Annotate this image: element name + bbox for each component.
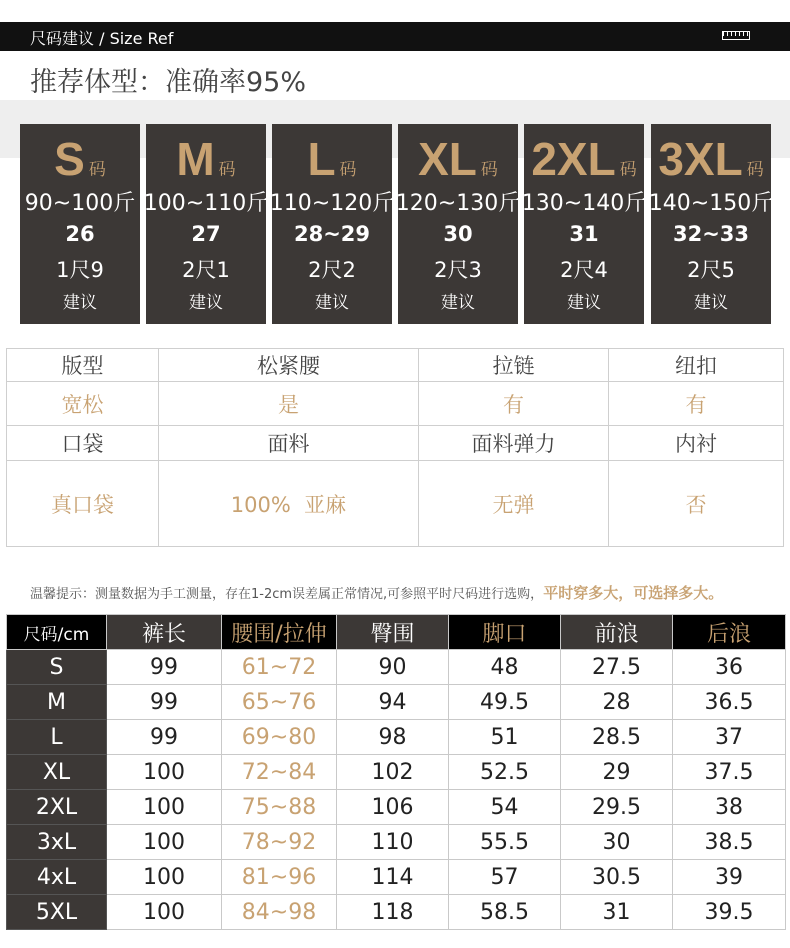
cell-size: M xyxy=(7,685,107,720)
cell-back-rise: 37 xyxy=(673,720,786,755)
size-card-xl xyxy=(395,124,521,324)
size-card-l xyxy=(269,124,395,324)
cell-front-rise: 27.5 xyxy=(561,650,673,685)
card-size-label: L xyxy=(307,133,336,185)
page-title: 推荐体型：准确率95% xyxy=(30,67,307,98)
size-card-3xl xyxy=(648,124,774,324)
cell-length: 100 xyxy=(107,825,222,860)
table-row xyxy=(7,685,786,720)
info-label-button: 纽扣 xyxy=(609,349,784,382)
cell-hip: 110 xyxy=(337,825,449,860)
cell-length: 99 xyxy=(107,650,222,685)
header-length: 裤长 xyxy=(107,615,222,650)
cell-length: 99 xyxy=(107,685,222,720)
cell-size: 5XL xyxy=(7,895,107,930)
card-size-label: S xyxy=(54,133,85,185)
info-value-fit: 宽松 xyxy=(7,382,159,426)
header-waist: 腰围/拉伸 xyxy=(222,615,337,650)
cell-leg-opening: 52.5 xyxy=(449,755,561,790)
cell-waist: 65~76 xyxy=(222,685,337,720)
cell-back-rise: 36 xyxy=(673,650,786,685)
size-chart-header-row xyxy=(7,615,786,650)
cell-back-rise: 38.5 xyxy=(673,825,786,860)
card-weight: 130~140斤 xyxy=(521,191,647,216)
header-front-rise: 前浪 xyxy=(561,615,673,650)
card-size-label: 3XL xyxy=(658,133,743,185)
card-waist: 28~29 xyxy=(293,222,371,246)
card-size-label: M xyxy=(176,133,215,185)
size-card-2xl xyxy=(521,124,647,324)
card-ma-label: 码 xyxy=(480,160,498,180)
tip-text: 温馨提示：测量数据为手工测量，存在1-2cm误差属正常情况,可参照平时尺码进行选购， xyxy=(30,587,544,602)
info-value-lining: 否 xyxy=(609,461,784,547)
cell-size: 2XL xyxy=(7,790,107,825)
cell-back-rise: 36.5 xyxy=(673,685,786,720)
cell-size: 3xL xyxy=(7,825,107,860)
info-label-lining: 内衬 xyxy=(609,426,784,461)
cell-waist: 75~88 xyxy=(222,790,337,825)
cell-waist: 72~84 xyxy=(222,755,337,790)
cell-hip: 114 xyxy=(337,860,449,895)
tip-highlight: 平时穿多大，可选择多大。 xyxy=(543,584,724,602)
size-card-s xyxy=(20,124,140,324)
cell-front-rise: 28.5 xyxy=(561,720,673,755)
header-hip: 臀围 xyxy=(337,615,449,650)
card-ma-label: 码 xyxy=(88,160,106,180)
card-ma-label: 码 xyxy=(619,160,637,180)
card-advice: 建议 xyxy=(694,293,728,313)
cell-leg-opening: 48 xyxy=(449,650,561,685)
cell-size: L xyxy=(7,720,107,755)
cell-hip: 90 xyxy=(337,650,449,685)
cell-leg-opening: 58.5 xyxy=(449,895,561,930)
cell-leg-opening: 55.5 xyxy=(449,825,561,860)
card-advice: 建议 xyxy=(63,293,97,313)
cell-length: 100 xyxy=(107,790,222,825)
size-chart-table xyxy=(6,614,786,930)
card-advice: 建议 xyxy=(567,293,601,313)
cell-front-rise: 29 xyxy=(561,755,673,790)
card-chi: 2尺2 xyxy=(308,258,356,282)
card-ma-label: 码 xyxy=(339,160,357,180)
card-size-heading xyxy=(272,132,392,188)
card-weight: 120~130斤 xyxy=(395,191,521,216)
header-title: 尺码建议 / Size Ref xyxy=(30,29,174,48)
info-label-zipper: 拉链 xyxy=(419,349,609,382)
table-row xyxy=(7,895,786,930)
table-row xyxy=(7,790,786,825)
card-weight: 140~150斤 xyxy=(648,191,774,216)
cell-waist: 78~92 xyxy=(222,825,337,860)
card-size-heading xyxy=(398,132,518,188)
table-row xyxy=(7,825,786,860)
info-label-pocket: 口袋 xyxy=(7,426,159,461)
cell-size: 4xL xyxy=(7,860,107,895)
ruler-icon xyxy=(722,31,750,40)
info-label-fabric: 面料 xyxy=(159,426,419,461)
info-label-fit: 版型 xyxy=(7,349,159,382)
header-leg-opening: 脚口 xyxy=(449,615,561,650)
cell-back-rise: 39 xyxy=(673,860,786,895)
card-waist: 27 xyxy=(191,222,221,246)
card-size-heading xyxy=(146,132,266,188)
cell-length: 100 xyxy=(107,895,222,930)
info-value-pocket: 真口袋 xyxy=(7,461,159,547)
card-chi: 1尺9 xyxy=(56,258,104,282)
cell-front-rise: 30.5 xyxy=(561,860,673,895)
cell-size: XL xyxy=(7,755,107,790)
cell-length: 99 xyxy=(107,720,222,755)
cell-waist: 84~98 xyxy=(222,895,337,930)
info-value-button: 有 xyxy=(609,382,784,426)
cell-front-rise: 31 xyxy=(561,895,673,930)
cell-hip: 98 xyxy=(337,720,449,755)
cell-front-rise: 29.5 xyxy=(561,790,673,825)
card-chi: 2尺1 xyxy=(182,258,230,282)
cell-waist: 81~96 xyxy=(222,860,337,895)
card-weight: 100~110斤 xyxy=(143,191,269,216)
card-size-heading xyxy=(524,132,644,188)
card-weight: 110~120斤 xyxy=(269,191,395,216)
cell-waist: 69~80 xyxy=(222,720,337,755)
card-ma-label: 码 xyxy=(218,160,236,180)
cell-front-rise: 30 xyxy=(561,825,673,860)
cell-leg-opening: 57 xyxy=(449,860,561,895)
cell-waist: 61~72 xyxy=(222,650,337,685)
cell-front-rise: 28 xyxy=(561,685,673,720)
card-advice: 建议 xyxy=(441,293,475,313)
info-value-stretch: 无弹 xyxy=(419,461,609,547)
card-chi: 2尺3 xyxy=(434,258,482,282)
card-size-label: 2XL xyxy=(531,133,616,185)
product-info-table xyxy=(6,348,784,547)
cell-back-rise: 38 xyxy=(673,790,786,825)
info-value-zipper: 有 xyxy=(419,382,609,426)
info-label-elastic-waist: 松紧腰 xyxy=(159,349,419,382)
card-size-label: XL xyxy=(418,133,477,185)
header-bar xyxy=(0,22,790,51)
cell-size: S xyxy=(7,650,107,685)
info-label-stretch: 面料弹力 xyxy=(419,426,609,461)
cell-leg-opening: 54 xyxy=(449,790,561,825)
card-waist: 26 xyxy=(65,222,95,246)
size-card-m xyxy=(143,124,269,324)
card-waist: 32~33 xyxy=(672,222,750,246)
cell-hip: 94 xyxy=(337,685,449,720)
card-ma-label: 码 xyxy=(746,160,764,180)
card-size-heading xyxy=(651,132,771,188)
cell-hip: 102 xyxy=(337,755,449,790)
cell-length: 100 xyxy=(107,860,222,895)
card-weight: 90~100斤 xyxy=(24,191,136,216)
table-row xyxy=(7,755,786,790)
header-back-rise: 后浪 xyxy=(673,615,786,650)
table-row xyxy=(7,860,786,895)
card-chi: 2尺5 xyxy=(687,258,735,282)
header-size-cm: 尺码/cm xyxy=(7,615,107,650)
measurement-tip xyxy=(30,582,723,603)
info-value-fabric: 100% 亚麻 xyxy=(159,461,419,547)
info-value-elastic-waist: 是 xyxy=(159,382,419,426)
cell-hip: 118 xyxy=(337,895,449,930)
cell-hip: 106 xyxy=(337,790,449,825)
card-waist: 31 xyxy=(569,222,599,246)
cell-length: 100 xyxy=(107,755,222,790)
cell-back-rise: 39.5 xyxy=(673,895,786,930)
cell-back-rise: 37.5 xyxy=(673,755,786,790)
cell-leg-opening: 51 xyxy=(449,720,561,755)
table-row xyxy=(7,650,786,685)
card-waist: 30 xyxy=(443,222,473,246)
card-advice: 建议 xyxy=(315,293,349,313)
card-advice: 建议 xyxy=(189,293,223,313)
card-chi: 2尺4 xyxy=(560,258,608,282)
cell-leg-opening: 49.5 xyxy=(449,685,561,720)
card-size-heading xyxy=(20,132,140,188)
table-row xyxy=(7,720,786,755)
